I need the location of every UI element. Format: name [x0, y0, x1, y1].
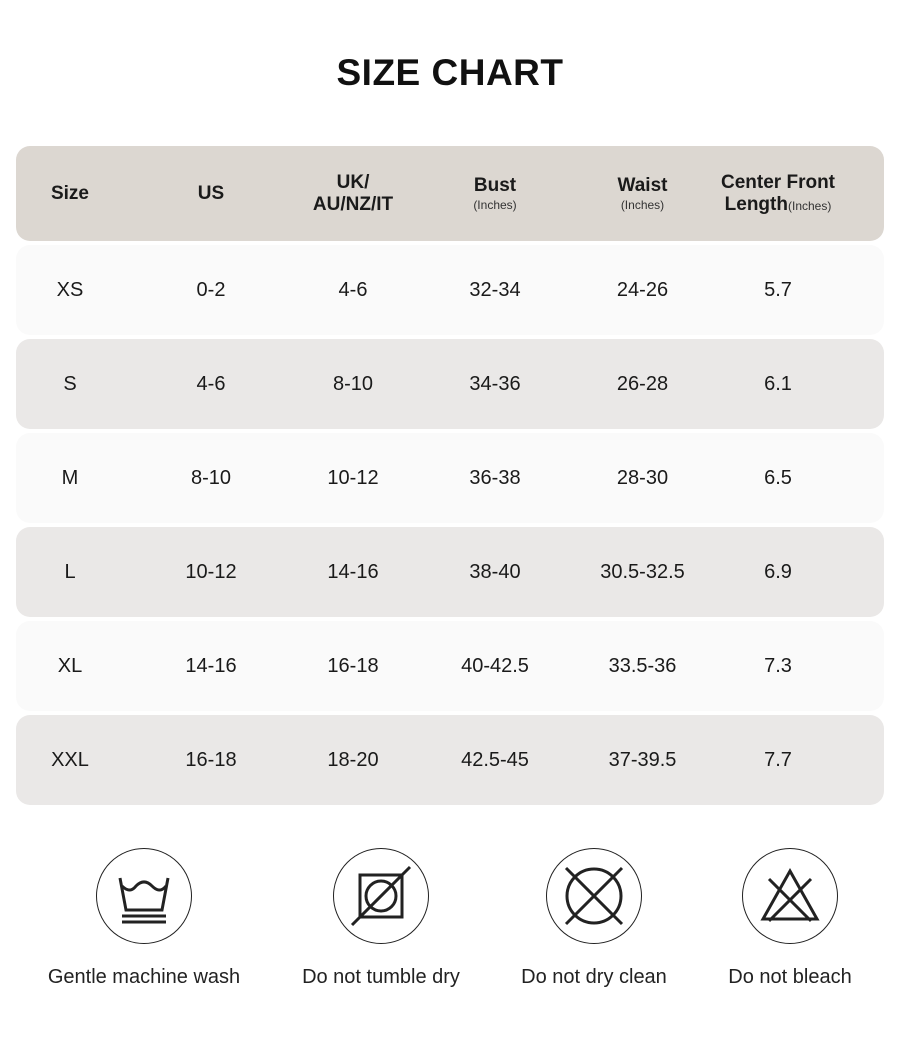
header-center-front-length: Center Front Length(Inches) [721, 171, 835, 215]
cell-uk: 4-6 [338, 278, 368, 301]
cell-size: M [61, 466, 79, 489]
cell-center-front-length: 6.1 [764, 372, 792, 395]
care-label: Do not bleach [728, 966, 852, 988]
cell-center-front-length: 6.9 [764, 560, 792, 583]
care-label: Do not tumble dry [302, 966, 460, 988]
header-size: Size [50, 182, 90, 204]
table-header [16, 146, 884, 241]
no-dry-clean-icon [546, 848, 642, 944]
cell-bust: 42.5-45 [461, 748, 529, 771]
header-us: US [197, 182, 225, 204]
table-row [16, 621, 884, 711]
care-item-dryclean [484, 848, 704, 989]
machine-wash-gentle-icon [96, 848, 192, 944]
cell-uk: 14-16 [327, 560, 379, 583]
cell-waist: 28-30 [616, 466, 669, 489]
cell-bust: 34-36 [469, 372, 521, 395]
header-bust: Bust (Inches) [473, 174, 517, 212]
table-row [16, 245, 884, 335]
care-label: Do not dry clean [521, 966, 667, 988]
cell-size: XXL [51, 748, 89, 771]
cell-uk: 18-20 [327, 748, 379, 771]
cell-size: XL [57, 654, 83, 677]
cell-waist: 24-26 [616, 278, 669, 301]
no-bleach-icon [742, 848, 838, 944]
cell-center-front-length: 5.7 [764, 278, 792, 301]
cell-us: 16-18 [185, 748, 237, 771]
cell-waist: 26-28 [616, 372, 669, 395]
header-waist: Waist (Inches) [617, 174, 668, 212]
table-row [16, 527, 884, 617]
care-label: Gentle machine wash [47, 966, 241, 988]
cell-uk: 8-10 [332, 372, 374, 395]
table-row [16, 433, 884, 523]
cell-bust: 36-38 [469, 466, 521, 489]
cell-waist: 37-39.5 [608, 748, 677, 771]
cell-center-front-length: 6.5 [764, 466, 792, 489]
table-row [16, 339, 884, 429]
cell-waist: 30.5-32.5 [600, 560, 685, 583]
cell-us: 8-10 [190, 466, 232, 489]
cell-size: L [64, 560, 76, 583]
cell-uk: 10-12 [327, 466, 379, 489]
cell-us: 4-6 [196, 372, 226, 395]
table-row [16, 715, 884, 805]
cell-center-front-length: 7.7 [764, 748, 792, 771]
care-item-tumble [271, 848, 491, 989]
header-uk: UK/ AU/NZ/IT [312, 171, 394, 215]
cell-bust: 40-42.5 [461, 654, 529, 677]
cell-bust: 38-40 [469, 560, 521, 583]
size-table [16, 146, 884, 805]
cell-uk: 16-18 [327, 654, 379, 677]
page-title: SIZE CHART [336, 52, 564, 93]
care-item-bleach [680, 848, 900, 989]
cell-center-front-length: 7.3 [764, 654, 792, 677]
care-item-wash [34, 848, 254, 989]
cell-us: 10-12 [185, 560, 237, 583]
care-instructions [0, 848, 900, 1008]
cell-size: XS [56, 278, 84, 301]
cell-size: S [63, 372, 77, 395]
cell-us: 14-16 [185, 654, 237, 677]
cell-waist: 33.5-36 [608, 654, 677, 677]
cell-bust: 32-34 [469, 278, 521, 301]
cell-us: 0-2 [196, 278, 226, 301]
no-tumble-dry-icon [333, 848, 429, 944]
